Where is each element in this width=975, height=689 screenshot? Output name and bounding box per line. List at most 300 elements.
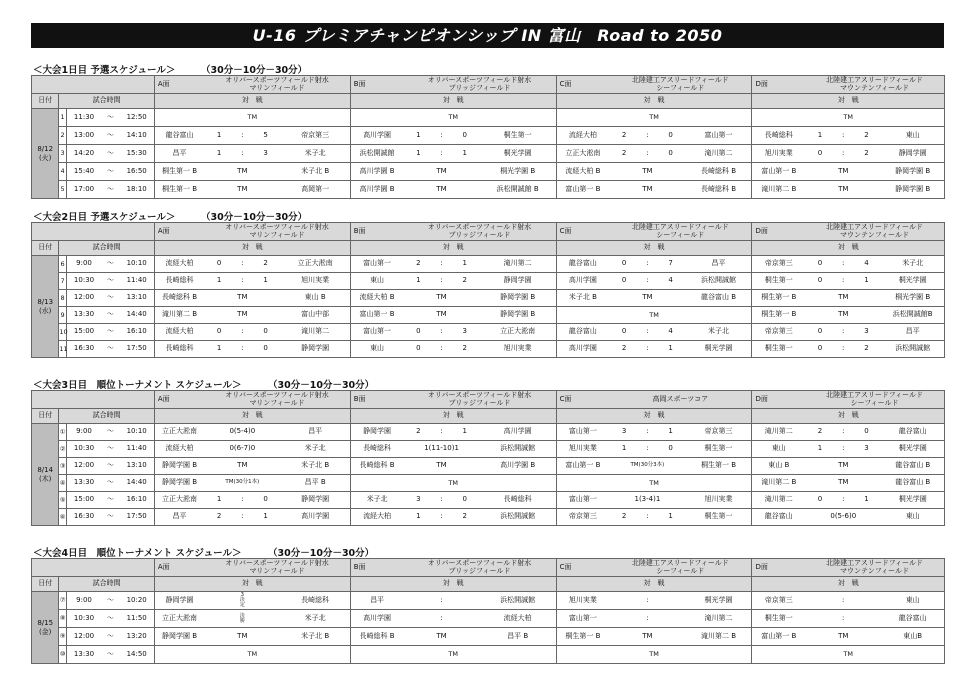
away-team: 高川学園 B (480, 458, 556, 475)
home-team: 桐生第一 B (556, 628, 609, 646)
venue-label: C面 (556, 76, 609, 94)
home-team: 富山第一 (556, 492, 609, 509)
start-time: 15:00 (66, 492, 101, 509)
home-team: 富山第一 B (556, 181, 609, 199)
home-score: 0 (805, 256, 835, 273)
score-separator: : (835, 441, 852, 458)
venue-name (403, 76, 556, 94)
home-score: 0 (609, 324, 639, 341)
away-team: 昌平 (686, 256, 752, 273)
away-team: 桐生第一 (480, 127, 556, 145)
date-header: 日付 (32, 577, 59, 592)
training-match-label: TM (204, 181, 280, 199)
end-time: 11:40 (119, 441, 154, 458)
home-team: 龍谷富山 (752, 509, 805, 526)
venue-name (805, 559, 944, 577)
home-score: 1 (403, 273, 433, 290)
away-team: 旭川実業 (281, 273, 351, 290)
venue-label: D面 (752, 559, 805, 577)
away-score: 1 (656, 341, 686, 358)
weekday-value: (木) (38, 474, 52, 483)
start-time: 10:30 (66, 610, 101, 628)
away-team: 東山 (881, 127, 944, 145)
end-time: 13:10 (119, 290, 154, 307)
table-row (32, 628, 945, 646)
away-score: 1 (450, 424, 480, 441)
score-separator: : (835, 256, 852, 273)
home-score: 0 (204, 256, 234, 273)
venue-label: D面 (752, 223, 805, 241)
away-score: 0 (450, 492, 480, 509)
training-match-label: TM (805, 163, 881, 181)
away-score: 1 (852, 273, 882, 290)
home-team: 静岡学園 B (154, 458, 204, 475)
table-row (32, 441, 945, 458)
away-team: 米子北 B (281, 163, 351, 181)
home-team: 長崎総科 (350, 441, 403, 458)
section-format: （30分－10分－30分） (201, 65, 308, 76)
home-score: 1 (204, 341, 234, 358)
away-team: 浜松開誠館 (480, 509, 556, 526)
training-match-label: TM(30分3本) (609, 458, 685, 475)
venue-header-row (32, 559, 945, 577)
date-cell (32, 256, 59, 358)
home-score: 0 (805, 492, 835, 509)
home-score: 2 (609, 145, 639, 163)
table-row (32, 307, 945, 324)
score-separator: : (433, 273, 450, 290)
time-separator: ～ (101, 441, 119, 458)
match-number: 5 (59, 181, 66, 199)
training-match-label: TM (204, 307, 280, 324)
away-score: 4 (656, 273, 686, 290)
home-team: 静岡学園 (350, 424, 403, 441)
time-header: 試合時間 (59, 577, 155, 592)
column-header-row (32, 241, 945, 256)
score-separator: : (234, 492, 251, 509)
score-separator: : (433, 509, 450, 526)
home-team: 富山第一 B (556, 458, 609, 475)
home-team: 高川学園 (556, 341, 609, 358)
time-separator: ～ (101, 256, 119, 273)
time-header: 試合時間 (59, 241, 155, 256)
away-team: 静岡学園 B (881, 163, 944, 181)
venue-name-line2: ブリッジフィールド (448, 230, 511, 239)
away-score: 4 (852, 256, 882, 273)
table-row (32, 290, 945, 307)
match-header: 対 戦 (350, 577, 556, 592)
venue-label: A面 (154, 76, 204, 94)
away-team: 浜松開誠館 (881, 341, 944, 358)
away-team: 静岡学園 (881, 145, 944, 163)
home-team: 富山第一 B (350, 307, 403, 324)
match-header: 対 戦 (556, 241, 752, 256)
venue-name-line2: ブリッジフィールド (448, 566, 511, 575)
training-match-label: TM (204, 628, 280, 646)
venue-name (805, 76, 944, 94)
venue-name-line2: マウンテンフィールド (840, 566, 909, 575)
venue-name (403, 559, 556, 577)
away-score: 0 (656, 127, 686, 145)
section-header (31, 208, 944, 222)
score-separator: : (234, 256, 251, 273)
away-team: 滝川第二 (281, 324, 351, 341)
time-separator: ～ (101, 273, 119, 290)
home-team: 静岡学園 (154, 592, 204, 610)
end-time: 16:10 (119, 324, 154, 341)
home-score: 2 (805, 424, 835, 441)
away-team: 高岡第一 (281, 181, 351, 199)
home-team: 流経大柏 (556, 127, 609, 145)
score-separator: : (234, 273, 251, 290)
away-team: 浜松開誠館B (881, 307, 944, 324)
home-score: 0 (805, 341, 835, 358)
table-row (32, 127, 945, 145)
time-header: 試合時間 (59, 94, 155, 109)
score-separator: : (835, 341, 852, 358)
home-team: 立正大淞南 (154, 492, 204, 509)
match-number: 3 (59, 145, 66, 163)
match-number: ⑧ (59, 610, 66, 628)
home-team: 流経大柏 (154, 441, 204, 458)
match-number: 1 (59, 109, 66, 127)
start-time: 9:00 (66, 256, 101, 273)
match-number: 11 (59, 341, 66, 358)
training-match-label: TM (609, 628, 685, 646)
venue-name-line1: オリバースポーツフィールド射水 (225, 559, 329, 568)
home-team: 流経大柏 (350, 509, 403, 526)
home-score: 1 (805, 127, 835, 145)
table-row (32, 341, 945, 358)
start-time: 13:00 (66, 127, 101, 145)
time-header: 試合時間 (59, 409, 155, 424)
match-number: 9 (59, 307, 66, 324)
away-team: 高川学園 (480, 424, 556, 441)
home-score: 3 (609, 424, 639, 441)
away-score: 1 (656, 424, 686, 441)
start-time: 16:30 (66, 341, 101, 358)
section-header (31, 376, 944, 390)
table-row (32, 610, 945, 628)
away-team: 桐光学園 B (881, 290, 944, 307)
away-team: 龍谷富山 B (881, 475, 944, 492)
away-score: 2 (852, 145, 882, 163)
home-team: 滝川第二 B (752, 181, 805, 199)
away-team: 静岡学園 (281, 341, 351, 358)
away-score: 0 (450, 127, 480, 145)
end-time: 11:40 (119, 273, 154, 290)
away-score: 1 (656, 509, 686, 526)
home-team: 帝京第三 (556, 509, 609, 526)
start-time: 15:00 (66, 324, 101, 341)
table-row (32, 492, 945, 509)
home-team: 高川学園 B (350, 181, 403, 199)
end-time: 16:50 (119, 163, 154, 181)
venue-name-line2: シーフィールド (656, 230, 705, 239)
time-separator: ～ (101, 324, 119, 341)
start-time: 13:30 (66, 307, 101, 324)
venue-label: A面 (154, 391, 204, 409)
away-team: 米子北 (686, 324, 752, 341)
score-separator: : (835, 492, 852, 509)
away-team: 長崎総科 B (686, 163, 752, 181)
home-team: 桐生第一 (752, 610, 805, 628)
home-score: 0 (609, 256, 639, 273)
training-match-label: TM (805, 628, 881, 646)
time-separator: ～ (101, 163, 119, 181)
home-score: 1 (805, 441, 835, 458)
home-score: 0 (805, 324, 835, 341)
venue-name-line1: 北陸建工アスリードフィールド (631, 76, 729, 85)
start-time: 13:30 (66, 475, 101, 492)
training-match-label: TM (805, 458, 881, 475)
away-score: 1 (251, 273, 281, 290)
home-team: 昌平 (154, 145, 204, 163)
home-team: 浜松開誠館 (350, 145, 403, 163)
home-team: 流経大柏 B (556, 163, 609, 181)
away-team: 旭川実業 (686, 492, 752, 509)
weekday-value: (水) (38, 306, 52, 315)
training-match-label: TM (403, 290, 479, 307)
table-row (32, 592, 945, 610)
training-match-label: TM (204, 458, 280, 475)
match-type-label (204, 592, 280, 610)
home-team: 流経大柏 (154, 256, 204, 273)
venue-name-line2: シーフィールド (656, 566, 705, 575)
date-value: 8/12 (37, 144, 54, 153)
match-header: 対 戦 (154, 577, 350, 592)
match-header: 対 戦 (350, 94, 556, 109)
away-team: 桐生第一 B (686, 458, 752, 475)
end-time: 14:10 (119, 127, 154, 145)
match-header: 対 戦 (752, 241, 945, 256)
home-team: 東山 (752, 441, 805, 458)
training-match-label: TM (805, 475, 881, 492)
venue-name-line1: 高岡スポーツコア (652, 394, 709, 403)
section-header (31, 61, 944, 75)
away-team: 昌平 B (281, 475, 351, 492)
venue-name-line1: オリバースポーツフィールド射水 (225, 223, 329, 232)
venue-name (805, 223, 944, 241)
time-separator: ～ (101, 145, 119, 163)
date-cell (32, 424, 59, 526)
away-score: 5 (251, 127, 281, 145)
time-separator: ～ (101, 646, 119, 664)
away-score: 0 (251, 324, 281, 341)
match-header: 対 戦 (752, 409, 945, 424)
home-score: 1 (609, 441, 639, 458)
away-team: 米子北 (881, 256, 944, 273)
home-team: 滝川第二 B (154, 307, 204, 324)
score-separator: : (835, 424, 852, 441)
venue-name (805, 391, 944, 409)
away-team: 桐光学園 B (480, 163, 556, 181)
venue-name (204, 559, 350, 577)
home-team: 高川学園 B (350, 163, 403, 181)
away-team: 長崎総科 B (686, 181, 752, 199)
section-title: ＜大会3日目 順位トーナメント スケジュール＞ (33, 380, 242, 391)
training-match-label: TM (403, 307, 479, 324)
score-with-pk: 1(11-10)1 (403, 441, 479, 458)
end-time: 14:50 (119, 646, 154, 664)
end-time: 15:30 (119, 145, 154, 163)
training-match: TM (752, 109, 945, 127)
venue-name-line2: シーフィールド (656, 83, 705, 92)
table-row (32, 646, 945, 664)
home-team: 桐生第一 (752, 341, 805, 358)
schedule-table (31, 222, 945, 358)
home-team: 桐生第一 B (752, 290, 805, 307)
home-team: 龍谷富山 (556, 256, 609, 273)
match-header: 対 戦 (752, 577, 945, 592)
date-cell (32, 592, 59, 664)
end-time: 17:50 (119, 509, 154, 526)
away-team: 東山 (881, 592, 944, 610)
score-separator: : (609, 610, 685, 628)
home-team: 富山第一 B (752, 628, 805, 646)
end-time: 10:10 (119, 424, 154, 441)
home-team: 滝川第二 (752, 424, 805, 441)
home-team: 桐生第一 B (154, 181, 204, 199)
away-team: 富山第一 (686, 127, 752, 145)
home-team: 桐生第一 B (752, 307, 805, 324)
away-score: 7 (656, 256, 686, 273)
home-score: 0 (403, 324, 433, 341)
venue-name (609, 391, 752, 409)
away-team: 米子北 B (281, 458, 351, 475)
date-cell (32, 109, 59, 199)
match-type-char: 勝 (239, 617, 245, 624)
time-separator: ～ (101, 181, 119, 199)
away-team: 龍谷富山 B (881, 458, 944, 475)
start-time: 15:40 (66, 163, 101, 181)
score-separator: : (639, 145, 656, 163)
away-team: 浜松開誠館 (686, 273, 752, 290)
score-with-pk: 0(5-6)0 (805, 509, 881, 526)
venue-name-line2: マリンフィールド (249, 230, 305, 239)
away-team: 米子北 (281, 145, 351, 163)
home-team: 帝京第三 (752, 256, 805, 273)
weekday-value: (金) (38, 627, 52, 636)
training-match: TM (556, 307, 752, 324)
schedule-table (31, 558, 945, 664)
venue-name-line1: オリバースポーツフィールド射水 (225, 76, 329, 85)
away-team: 桐光学園 (480, 145, 556, 163)
start-time: 10:30 (66, 441, 101, 458)
match-number: 6 (59, 256, 66, 273)
table-row (32, 324, 945, 341)
venue-name-line2: ブリッジフィールド (448, 83, 511, 92)
away-score: 1 (450, 256, 480, 273)
table-row (32, 256, 945, 273)
venue-label: C面 (556, 223, 609, 241)
away-team: 高川学園 (281, 509, 351, 526)
home-team: 龍谷富山 (556, 324, 609, 341)
venue-label: C面 (556, 559, 609, 577)
away-score: 1 (852, 492, 882, 509)
venue-name-line2: マリンフィールド (249, 398, 305, 407)
score-separator: : (433, 145, 450, 163)
match-number: 7 (59, 273, 66, 290)
score-separator: : (234, 324, 251, 341)
score-separator: : (639, 341, 656, 358)
end-time: 13:10 (119, 458, 154, 475)
match-number: ③ (59, 458, 66, 475)
score-separator: : (639, 273, 656, 290)
away-score: 2 (251, 256, 281, 273)
score-separator: : (234, 127, 251, 145)
venue-name-line2: シーフィールド (850, 398, 899, 407)
training-match: TM (556, 646, 752, 664)
match-number: ⑦ (59, 592, 66, 610)
time-separator: ～ (101, 592, 119, 610)
match-type-label (204, 610, 280, 628)
away-score: 0 (656, 145, 686, 163)
home-team: 桐生第一 (752, 273, 805, 290)
venue-label: B面 (350, 391, 403, 409)
score-separator: : (639, 509, 656, 526)
date-header: 日付 (32, 94, 59, 109)
schedule-section (31, 61, 944, 199)
home-team: 流経大柏 (154, 324, 204, 341)
training-match-label: TM (805, 307, 881, 324)
table-row (32, 163, 945, 181)
match-number: ② (59, 441, 66, 458)
schedule-section (31, 376, 944, 526)
away-team: 桐生第一 (686, 509, 752, 526)
away-team: 帝京第三 (686, 424, 752, 441)
start-time: 11:30 (66, 109, 101, 127)
away-score: 1 (450, 145, 480, 163)
match-header: 対 戦 (154, 409, 350, 424)
away-team: 滝川第二 (686, 145, 752, 163)
home-team: 長崎総科 B (154, 290, 204, 307)
match-header: 対 戦 (752, 94, 945, 109)
away-team: 昌平 (281, 424, 351, 441)
away-score: 0 (852, 424, 882, 441)
venue-label: B面 (350, 559, 403, 577)
away-team: 桐光学園 (881, 492, 944, 509)
venue-header-row (32, 391, 945, 409)
home-score: 1 (403, 509, 433, 526)
training-match: TM (752, 646, 945, 664)
away-score: 1 (251, 509, 281, 526)
date-value: 8/15 (37, 618, 54, 627)
venue-name (609, 559, 752, 577)
section-title: ＜大会2日目 予選スケジュール＞ (33, 212, 176, 223)
date-value: 8/13 (37, 297, 54, 306)
time-separator: ～ (101, 475, 119, 492)
away-score: 0 (656, 441, 686, 458)
away-score: 2 (852, 127, 882, 145)
away-team: 龍谷富山 (881, 424, 944, 441)
header-blank (32, 391, 155, 409)
table-row (32, 109, 945, 127)
score-separator: : (639, 424, 656, 441)
away-team: 長崎総科 (281, 592, 351, 610)
home-team: 昌平 (350, 592, 403, 610)
home-team: 高川学園 (350, 610, 403, 628)
away-score: 3 (450, 324, 480, 341)
match-number: 10 (59, 324, 66, 341)
home-team: 流経大柏 B (350, 290, 403, 307)
time-separator: ～ (101, 610, 119, 628)
score-separator: : (835, 324, 852, 341)
away-score: 2 (852, 341, 882, 358)
score-separator: : (403, 592, 479, 610)
start-time: 17:00 (66, 181, 101, 199)
venue-header-row (32, 76, 945, 94)
